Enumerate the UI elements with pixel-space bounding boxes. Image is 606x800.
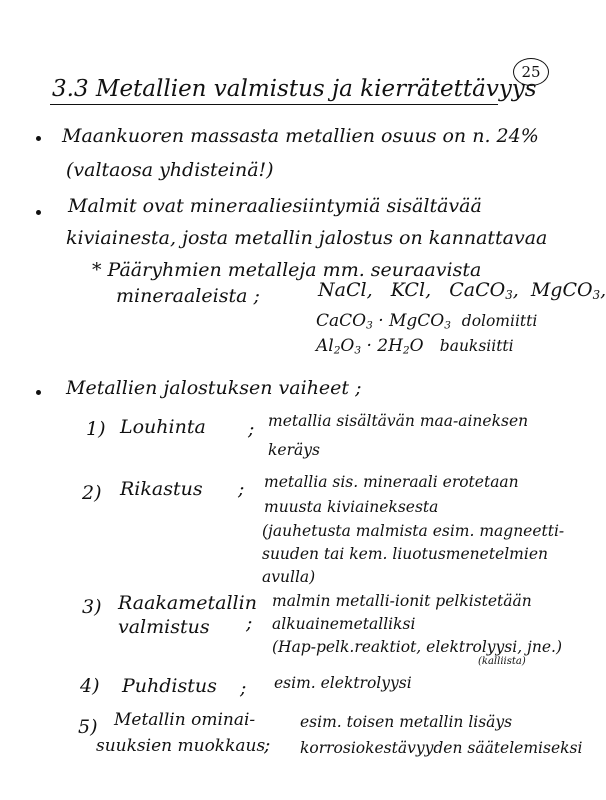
mineral-dolomite: CaCO$_3$ · MgCO$_3$ dolomiitti	[316, 311, 538, 332]
step-5-number: 5)	[78, 716, 98, 738]
page-number: 25	[521, 63, 541, 81]
step-2-number: 2)	[82, 482, 102, 504]
step-5-name-2: suuksien muokkaus	[96, 736, 266, 756]
page-title: 3.3 Metallien valmistus ja kierrätettävyys	[52, 76, 537, 102]
step-5-name-1: Metallin ominai-	[114, 710, 256, 730]
bullet2-line2: kiviainesta, josta metallin jalostus on kannattavaa	[66, 227, 548, 249]
mineral-mgco3: MgCO$_3$	[530, 279, 601, 302]
step-1-name: Louhinta	[120, 416, 206, 438]
step-5-desc-2: korrosiokestävyyden säätelemiseksi	[300, 739, 583, 757]
step-5-separator: ;	[264, 734, 271, 756]
step-4-desc-1: esim. elektrolyysi	[274, 674, 412, 692]
dolomite-name: dolomiitti	[461, 312, 538, 330]
step-4-separator: ;	[240, 677, 247, 699]
mineral-bauxite: $Al_2O_3 \cdot 2H_2O$ bauksiitti	[316, 336, 514, 357]
step-3-name-1: Raakametallin	[118, 592, 257, 614]
bullet-dot	[36, 210, 41, 215]
step-3-note: (kalliista)	[478, 656, 526, 667]
step-3-desc-3: (Hap-pelk.reaktiot, elektrolyysi, jne.)	[272, 638, 562, 656]
step-1-number: 1)	[86, 418, 106, 440]
step-1-desc-1: metallia sisältävän maa-aineksen	[268, 412, 529, 430]
bauxite-name: bauksiitti	[439, 337, 514, 355]
step-2-desc-5: avulla)	[262, 568, 316, 586]
title-underline	[50, 104, 498, 105]
step-2-name: Rikastus	[120, 478, 203, 500]
mineral-caco3: CaCO$_3$	[449, 279, 513, 302]
bullet-dot	[36, 390, 41, 395]
step-3-separator: ;	[246, 612, 253, 634]
bullet1-line2: (valtaosa yhdisteinä!)	[66, 159, 274, 181]
bullet-dot	[36, 136, 41, 141]
step-3-desc-1: malmin metalli-ionit pelkistetään	[272, 592, 532, 610]
mineral-row-1: NaCl, KCl, CaCO$_3$, MgCO$_3$,	[318, 279, 606, 302]
step-3-number: 3)	[82, 596, 102, 618]
step-4-number: 4)	[80, 675, 100, 697]
step-1-separator: ;	[248, 418, 255, 440]
step-3-name-2: valmistus	[118, 616, 210, 638]
bullet2-subline1: * Pääryhmien metalleja mm. seuraavista	[92, 259, 482, 281]
bullet1-line1: Maankuoren massasta metallien osuus on n. 24%	[62, 125, 539, 147]
step-2-desc-2: muusta kiviaineksesta	[264, 498, 439, 516]
step-2-separator: ;	[238, 478, 245, 500]
step-3-desc-2: alkuainemetalliksi	[272, 615, 416, 633]
step-2-desc-3: (jauhetusta malmista esim. magneetti-	[262, 522, 565, 540]
step-5-desc-1: esim. toisen metallin lisäys	[300, 713, 513, 731]
step-2-desc-4: suuden tai kem. liuotusmenetelmien	[262, 545, 548, 563]
mineral-kcl: KCl	[390, 279, 426, 301]
bullet2-line1: Malmit ovat mineraaliesiintymiä sisältävää	[68, 195, 482, 217]
bullet3-heading: Metallien jalostuksen vaiheet ;	[66, 377, 362, 399]
step-1-desc-2: keräys	[268, 441, 320, 459]
step-4-name: Puhdistus	[122, 675, 217, 697]
step-2-desc-1: metallia sis. mineraali erotetaan	[264, 473, 519, 491]
bullet2-subline2: mineraaleista ;	[116, 285, 260, 307]
mineral-nacl: NaCl	[318, 279, 367, 301]
